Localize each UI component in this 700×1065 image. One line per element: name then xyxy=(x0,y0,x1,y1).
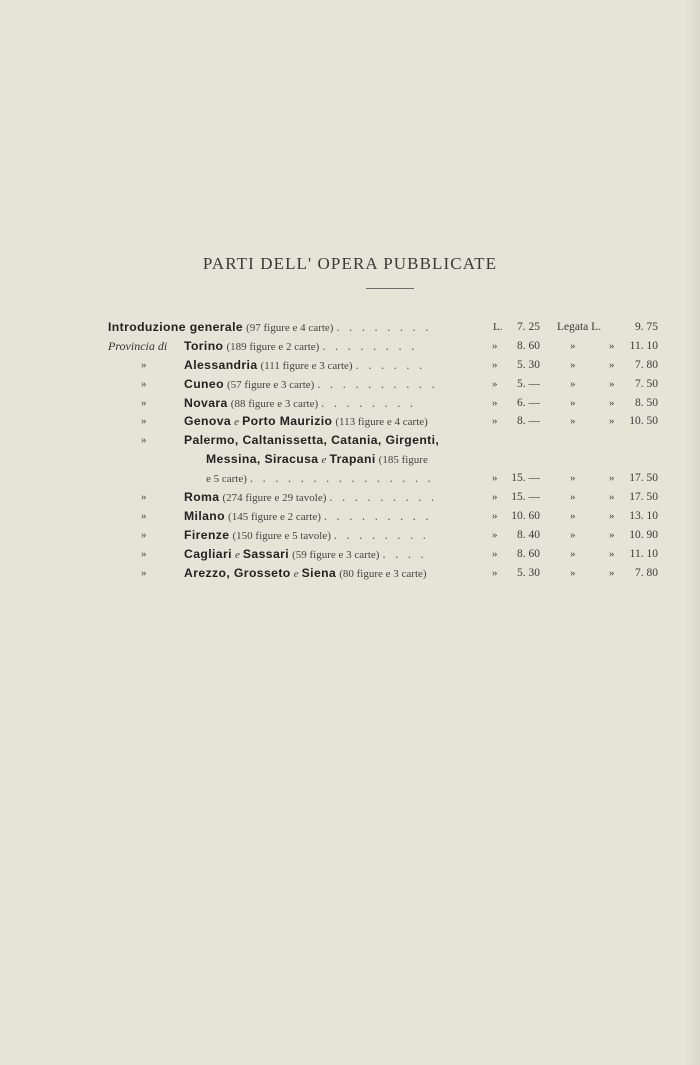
entry-conjunction: e xyxy=(234,416,240,429)
ditto-mark: » xyxy=(609,377,615,390)
dot-leader: . . . . . . . . . xyxy=(329,490,438,505)
entry-name: Milano xyxy=(184,509,225,524)
entry-name: Messina, Siracusa xyxy=(206,452,319,467)
entry-conjunction: e xyxy=(234,548,240,561)
ditto-mark: » xyxy=(609,547,615,560)
dot-leader: . . . . . . . . . . . . . . . xyxy=(249,471,435,486)
entry-name: Cuneo xyxy=(184,376,224,391)
list-item xyxy=(0,412,700,431)
entry-description xyxy=(184,526,490,546)
ditto-mark: » xyxy=(570,547,576,560)
entry-note: (150 figure e 5 tavole) xyxy=(232,529,331,542)
entry-price: 5. 30 xyxy=(517,566,540,579)
entry-price: 10. 60 xyxy=(511,510,540,523)
list-item xyxy=(0,375,700,394)
entry-bound-price: 8. 50 xyxy=(635,396,658,409)
dot-leader: . . . . . . . . xyxy=(333,527,430,542)
entry-name: Torino xyxy=(184,338,224,353)
entry-bound-price: 13. 10 xyxy=(629,510,658,523)
entry-price: 6. — xyxy=(517,396,540,409)
bound-label-text: Legata xyxy=(557,321,589,333)
entry-name: Novara xyxy=(184,395,228,410)
entry-description xyxy=(184,488,490,508)
ditto-mark: » xyxy=(141,547,147,560)
entry-note-continued: e 5 carte) xyxy=(206,473,247,486)
entry-note: (57 figure e 3 carte) xyxy=(226,378,315,391)
list-item xyxy=(0,431,700,488)
ditto-mark: » xyxy=(570,510,576,523)
currency-label: L. xyxy=(493,321,503,333)
entry-name-second: Trapani xyxy=(329,452,376,467)
ditto-mark: » xyxy=(141,434,147,447)
bound-label xyxy=(557,318,601,337)
ditto-mark: » xyxy=(492,510,498,523)
entry-bound-price: 7. 80 xyxy=(635,566,658,579)
list-item xyxy=(0,507,700,526)
ditto-mark: » xyxy=(609,396,615,409)
ditto-mark: » xyxy=(141,491,147,504)
list-item xyxy=(0,526,700,545)
ditto-mark: » xyxy=(141,510,147,523)
ditto-mark: » xyxy=(570,415,576,428)
entry-description xyxy=(184,431,490,450)
entry-bound-price: 7. 50 xyxy=(635,377,658,390)
entry-note: (189 figure e 2 carte) xyxy=(226,340,320,353)
entry-note: (88 figure e 3 carte) xyxy=(230,397,319,410)
ditto-mark: » xyxy=(609,472,615,485)
bound-currency: L. xyxy=(591,321,602,333)
entry-name: Arezzo, Grosseto xyxy=(184,565,291,580)
ditto-mark: » xyxy=(570,377,576,390)
entry-bound-price: 17. 50 xyxy=(629,472,658,485)
ditto-mark: » xyxy=(609,566,615,579)
entry-note: (145 figure e 2 carte) xyxy=(228,511,321,524)
entry-name: Genova xyxy=(184,414,232,429)
ditto-mark: » xyxy=(609,528,615,541)
list-item xyxy=(0,337,700,356)
ditto-mark: » xyxy=(570,358,576,371)
entry-conjunction: e xyxy=(321,454,327,467)
ditto-mark: » xyxy=(492,396,498,409)
publication-list xyxy=(0,318,700,583)
ditto-mark: » xyxy=(141,415,147,428)
entry-description xyxy=(184,545,490,565)
list-item xyxy=(0,318,700,337)
entry-description-line3 xyxy=(206,469,434,489)
entry-price: 8. — xyxy=(517,415,540,428)
entry-name-second: Siena xyxy=(301,565,337,580)
dot-leader: . . . . . . . . xyxy=(321,395,417,410)
entry-price: 8. 60 xyxy=(517,339,540,352)
entry-bound-price: 10. 50 xyxy=(629,415,658,428)
entry-price: 7. 25 xyxy=(517,321,540,333)
dot-leader: . . . . . . . . xyxy=(322,338,418,353)
list-item xyxy=(0,564,700,583)
entry-name: Introduzione generale xyxy=(108,320,244,334)
list-item xyxy=(0,356,700,375)
entry-price: 8. 60 xyxy=(517,547,540,560)
entry-description xyxy=(184,412,490,432)
dot-leader: . . . . xyxy=(382,546,427,561)
ditto-mark: » xyxy=(570,491,576,504)
entry-description xyxy=(184,375,490,395)
entry-name: Cagliari xyxy=(184,546,232,561)
entry-note: (113 figure e 4 carte) xyxy=(335,416,428,429)
ditto-mark: » xyxy=(609,415,615,428)
ditto-mark: » xyxy=(141,396,147,409)
list-item xyxy=(0,394,700,413)
entry-price: 15. — xyxy=(511,472,540,485)
entry-description xyxy=(108,318,488,338)
ditto-mark: » xyxy=(609,339,615,352)
title-rule xyxy=(366,288,414,289)
ditto-mark: » xyxy=(141,528,147,541)
entry-bound-price: 17. 50 xyxy=(629,491,658,504)
entry-price: 5. — xyxy=(517,377,540,390)
dot-leader: . . . . . . . . . xyxy=(323,509,432,524)
ditto-mark: » xyxy=(609,491,615,504)
ditto-mark: » xyxy=(609,358,615,371)
ditto-mark: » xyxy=(492,472,498,485)
dot-leader: . . . . . . xyxy=(355,357,426,372)
ditto-mark: » xyxy=(141,358,147,371)
entry-description xyxy=(184,337,490,357)
entry-name: Roma xyxy=(184,490,220,505)
page-title: PARTI DELL' OPERA PUBBLICATE xyxy=(202,254,498,273)
entry-name: Alessandria xyxy=(184,357,258,372)
entry-price: 15. — xyxy=(511,491,540,504)
dot-leader: . . . . . . . . xyxy=(336,320,432,334)
ditto-mark: » xyxy=(570,472,576,485)
entry-bound-price: 11. 10 xyxy=(629,339,658,352)
entry-name-second: Porto Maurizio xyxy=(242,414,333,429)
entry-note: (185 figure xyxy=(378,454,428,467)
entry-bound-price: 10. 90 xyxy=(629,528,658,541)
ditto-mark: » xyxy=(570,339,576,352)
list-item xyxy=(0,488,700,507)
ditto-mark: » xyxy=(609,510,615,523)
ditto-mark: » xyxy=(492,377,498,390)
entry-conjunction: e xyxy=(293,567,299,580)
entry-description xyxy=(184,356,490,376)
entry-description xyxy=(184,394,490,414)
ditto-mark: » xyxy=(492,491,498,504)
ditto-mark: » xyxy=(492,547,498,560)
province-prefix: Provincia di xyxy=(108,338,168,353)
ditto-mark: » xyxy=(570,528,576,541)
ditto-mark: » xyxy=(492,528,498,541)
entry-name: Firenze xyxy=(184,527,230,542)
entry-bound-price: 11. 10 xyxy=(629,547,658,560)
dot-leader: . . . . . . . . . . xyxy=(317,376,438,391)
ditto-mark: » xyxy=(492,339,498,352)
entry-price: 8. 40 xyxy=(517,528,540,541)
list-item xyxy=(0,545,700,564)
ditto-mark: » xyxy=(492,566,498,579)
entry-bound-price: 7. 80 xyxy=(635,358,658,371)
entry-description-line2 xyxy=(206,450,428,470)
ditto-mark: » xyxy=(141,377,147,390)
entry-description xyxy=(184,507,490,527)
entry-description xyxy=(184,564,490,584)
ditto-mark: » xyxy=(492,415,498,428)
entry-name: Palermo, Caltanissetta, Catania, Girgenti, xyxy=(184,433,440,448)
ditto-mark: » xyxy=(570,396,576,409)
ditto-mark: » xyxy=(492,358,498,371)
entry-note: (59 figure e 3 carte) xyxy=(292,548,380,561)
entry-price: 5. 30 xyxy=(517,358,540,371)
entry-note: (80 figure e 3 carte) xyxy=(339,567,427,580)
entry-note: (97 figure e 4 carte) xyxy=(246,322,334,334)
ditto-mark: » xyxy=(570,566,576,579)
entry-name-second: Sassari xyxy=(242,546,290,561)
entry-bound-price: 9. 75 xyxy=(635,321,658,333)
entry-note: (111 figure e 3 carte) xyxy=(260,359,353,372)
entry-note: (274 figure e 29 tavole) xyxy=(222,492,327,505)
ditto-mark: » xyxy=(141,566,147,579)
